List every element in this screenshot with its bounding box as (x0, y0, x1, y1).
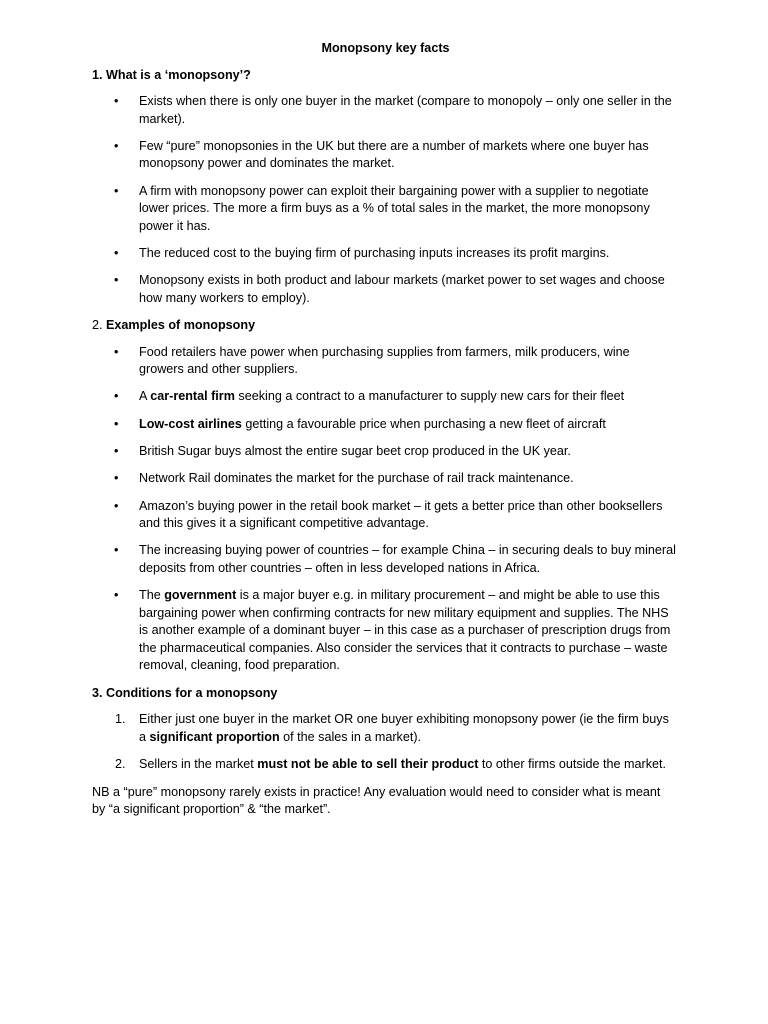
bullet-icon: • (114, 245, 119, 260)
list-item (92, 245, 677, 263)
bullet-icon: • (114, 138, 119, 153)
list-item-text-post: getting a favourable price when purchasing a new fleet of aircraft (241, 416, 606, 431)
bullet-icon: • (114, 183, 119, 198)
list-item (92, 443, 677, 461)
list-item (92, 542, 677, 577)
section-3-list (92, 711, 677, 773)
list-item-text: Few “pure” monopsonies in the UK but there are a number of markets where one buyer has monopsony power and dominates the market. (139, 138, 649, 171)
list-item (92, 344, 677, 379)
list-item-text-post: to other firms outside the market. (478, 757, 667, 772)
list-item (92, 587, 677, 675)
list-item-text: Monopsony exists in both product and labour markets (market power to set wages and choose how many workers to employ). (139, 273, 665, 305)
list-item-text: Food retailers have power when purchasing supplies from farmers, milk producers, wine growers and other suppliers. (139, 344, 630, 377)
list-item-text-post: is a major buyer e.g. in military procurement – and might be able to use this bargaining power when confirming contracts for new military equipment and supplies. The NHS is another example of a dominant buyer – in this case as a purchaser of prescription drugs from the pharmaceutical companies. Also consider the services that it contracts to purchase – waste removal, cleaning, food preparation. (139, 588, 671, 673)
bullet-icon: • (114, 344, 119, 359)
section-3-heading (92, 685, 677, 703)
list-item-text-pre: A (139, 389, 151, 404)
section-2-heading-text: Examples of monopsony (106, 318, 256, 333)
list-item-text-post: of the sales in a market). (279, 729, 422, 744)
list-item (92, 470, 677, 488)
section-3-heading-text: 3. Conditions for a monopsony (92, 685, 278, 700)
list-item (92, 93, 677, 128)
bullet-icon: • (114, 273, 119, 288)
bullet-icon: • (114, 471, 119, 486)
bullet-icon: • (114, 543, 119, 558)
list-item-text-bold: car-rental firm (150, 389, 235, 404)
list-item-text: Amazon’s buying power in the retail book market – it gets a better price than other booksellers and this gives it a significant competitive advantage. (139, 498, 663, 531)
list-item (92, 416, 677, 434)
list-item (92, 138, 677, 173)
list-item-text-bold: Low-cost airlines (139, 416, 242, 431)
section-1-heading-text: 1. What is a ‘monopsony’? (92, 67, 251, 82)
list-item-text-post: seeking a contract to a manufacturer to supply new cars for their fleet (234, 389, 625, 404)
section-2-number: 2. (92, 318, 107, 333)
bullet-icon: • (114, 389, 119, 404)
list-item-text: Network Rail dominates the market for the purchase of rail track maintenance. (139, 471, 574, 486)
list-item-text-bold: government (164, 588, 237, 603)
list-item-text-bold: must not be able to sell their product (257, 757, 479, 772)
list-item-text: The reduced cost to the buying firm of purchasing inputs increases its profit margins. (139, 245, 610, 260)
document-title: Monopsony key facts (321, 41, 450, 55)
document-page (92, 40, 677, 819)
bullet-icon: • (114, 416, 119, 431)
list-item-text: British Sugar buys almost the entire sugar beet crop produced in the UK year. (139, 444, 571, 459)
list-item (92, 388, 677, 406)
list-item-text-pre: Either just one buyer in the market OR one buyer exhibiting monopsony power (ie the firm buys a (139, 712, 669, 744)
bullet-icon: • (114, 94, 119, 108)
list-item (92, 183, 677, 236)
section-2-list (92, 344, 677, 675)
list-item (92, 711, 677, 746)
list-item-text-pre: The (139, 588, 165, 603)
list-number: 1. (115, 712, 126, 727)
list-item (92, 756, 677, 774)
bullet-icon: • (114, 498, 119, 513)
list-number: 2. (115, 757, 126, 772)
section-1-heading (92, 67, 677, 85)
list-item (92, 498, 677, 533)
section-1-list (92, 93, 677, 307)
bullet-icon: • (114, 588, 119, 603)
evaluation-note: NB a “pure” monopsony rarely exists in practice! Any evaluation would need to consider what is meant by “a significant proportion” & “the market”. (92, 784, 661, 817)
section-2-heading (92, 317, 677, 335)
list-item-text-bold: significant proportion (149, 729, 280, 744)
list-item-text: The increasing buying power of countries – for example China – in securing deals to buy mineral deposits from other countries – often in less developed nations in Africa. (139, 543, 676, 575)
list-item-text-pre: Sellers in the market (139, 757, 258, 772)
bullet-icon: • (114, 444, 119, 459)
list-item-text: A firm with monopsony power can exploit their bargaining power with a supplier to negotiate lower prices. The more a firm buys as a % of total sales in the market, the more monopsony power it has. (139, 183, 650, 233)
list-item-text: Exists when there is only one buyer in the market (compare to monopoly – only one seller in the market). (139, 94, 672, 126)
list-item (92, 272, 677, 307)
